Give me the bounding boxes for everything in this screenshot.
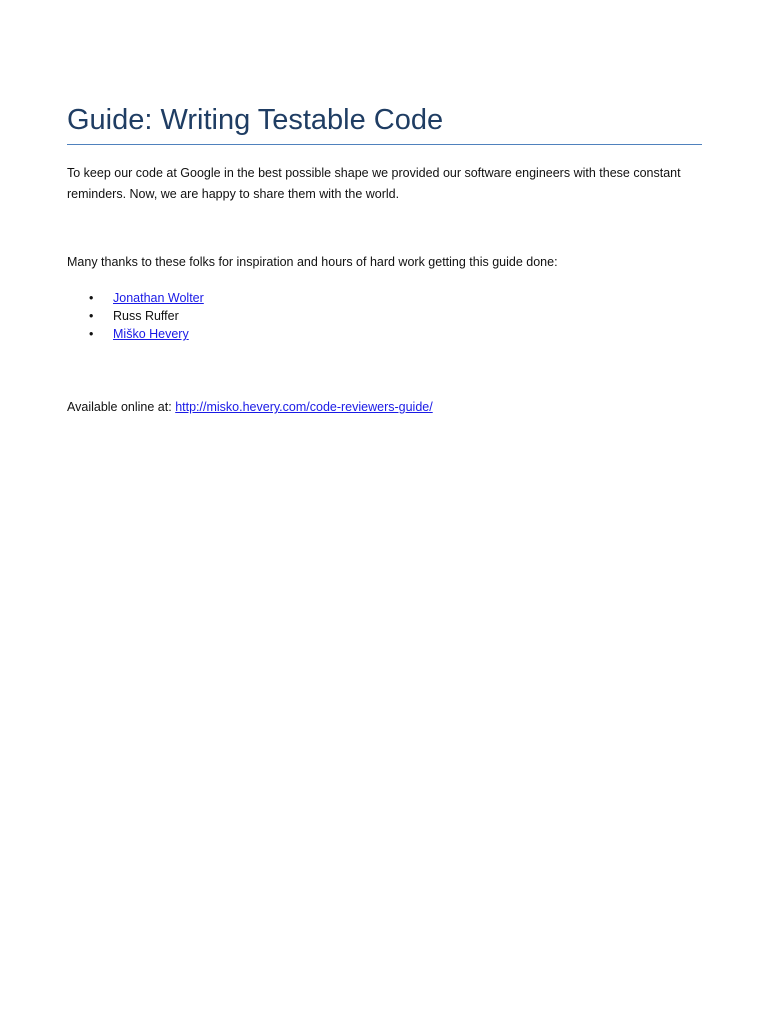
guide-url-link[interactable]: http://misko.hevery.com/code-reviewers-guide/	[175, 400, 433, 414]
list-item	[67, 289, 204, 307]
page-title: Guide: Writing Testable Code	[67, 104, 444, 136]
available-online-line	[67, 397, 433, 418]
contributors-list	[67, 289, 204, 343]
contributor-name-russ-ruffer: Russ Ruffer	[113, 309, 179, 323]
bullet-icon: •	[89, 291, 94, 305]
bullet-icon: •	[89, 327, 94, 341]
list-item	[67, 325, 204, 343]
list-item	[67, 307, 204, 325]
contributor-link-misko-hevery[interactable]: Miško Hevery	[113, 327, 189, 341]
contributor-link-jonathan-wolter[interactable]: Jonathan Wolter	[113, 291, 204, 305]
title-divider	[67, 144, 702, 145]
thanks-paragraph: Many thanks to these folks for inspiration and hours of hard work getting this guide done:	[67, 255, 558, 269]
bullet-icon: •	[89, 309, 94, 323]
intro-paragraph: To keep our code at Google in the best possible shape we provided our software engineers with these constant reminders. Now, we are happy to share them with the world.	[67, 166, 681, 201]
available-online-label: Available online at:	[67, 400, 172, 414]
